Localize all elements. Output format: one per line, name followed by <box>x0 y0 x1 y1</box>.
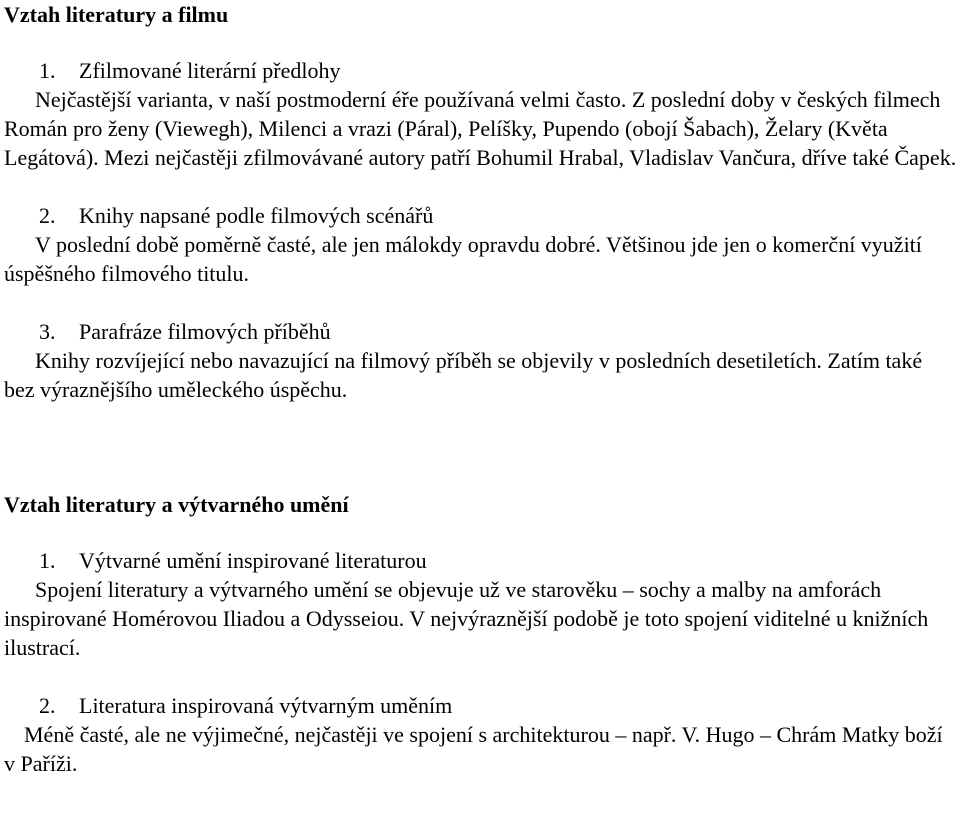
section-heading-film: Vztah literatury a filmu <box>4 2 229 27</box>
art-item-1-title-text: Výtvarné umění inspirované literaturou <box>79 548 427 573</box>
film-item-2-title-text: Knihy napsané podle filmových scénářů <box>79 203 434 228</box>
art-item-2-title <box>4 691 958 720</box>
art-item-1-title <box>4 546 958 575</box>
film-item-3-title-text: Parafráze filmových příběhů <box>79 319 331 344</box>
film-item-3-number: 3. <box>39 319 56 344</box>
film-item-3-text: Knihy rozvíjející nebo navazující na filmový příběh se objevily v posledních desetiletích. Zatím také bez výraznějšího uměleckého úspěchu. <box>4 348 923 402</box>
document-page <box>4 0 958 778</box>
film-item-1-number: 1. <box>39 58 56 83</box>
film-item-1-title-text: Zfilmované literární předlohy <box>79 58 341 83</box>
art-item-1-text: Spojení literatury a výtvarného umění se objevuje už ve starověku – sochy a malby na amforách inspirované Homérovou Iliadou a Odysseiou. V nejvýraznější podobě je toto spojení viditelné u knižních ilustrací. <box>4 577 929 660</box>
section-heading-art: Vztah literatury a výtvarného umění <box>4 492 349 517</box>
art-item-2-title-text: Literatura inspirovaná výtvarným uměním <box>79 693 453 718</box>
art-item-2-text: Méně časté, ale ne výjimečné, nejčastěji ve spojení s architekturou – např. V. Hugo – Chrám Matky boží v Paříži. <box>4 722 943 776</box>
film-item-1-title <box>4 56 958 85</box>
film-item-3-title <box>4 317 958 346</box>
film-item-2-title <box>4 201 958 230</box>
film-item-2-text: V poslední době poměrně časté, ale jen málokdy opravdu dobré. Většinou jde jen o komerční využití úspěšného filmového titulu. <box>4 232 922 286</box>
art-item-2-number: 2. <box>39 693 56 718</box>
film-item-2-number: 2. <box>39 203 56 228</box>
art-item-1-number: 1. <box>39 548 56 573</box>
film-item-1-text: Nejčastější varianta, v naší postmoderní éře používaná velmi často. Z poslední doby v českých filmech Román pro ženy (Viewegh), Milenci a vrazi (Páral), Pelíšky, Pupendo (obojí Šabach), Želary (Květa Legátová). Mezi nejčastěji zfilmovávané autory patří Bohumil Hrabal, Vladislav Vančura, dříve také Čapek. <box>4 87 957 170</box>
